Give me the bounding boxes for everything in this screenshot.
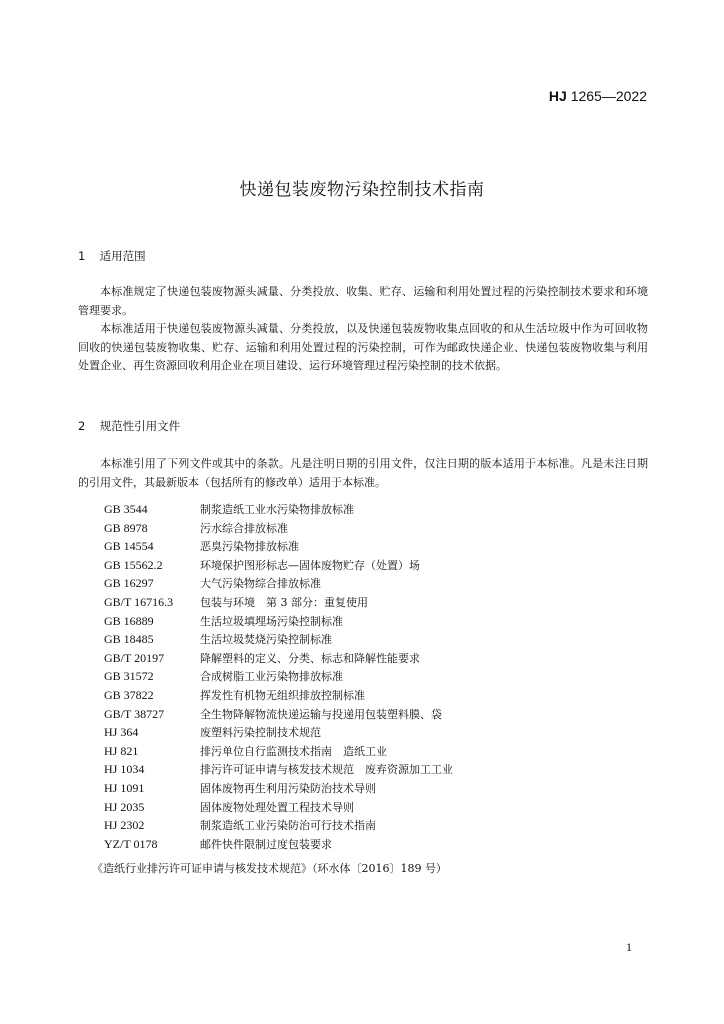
section-1-heading [78, 248, 146, 264]
reference-code: GB 31572 [104, 669, 154, 684]
list-item [104, 798, 453, 817]
reference-code: GB 16297 [104, 576, 154, 591]
reference-code: YZ/T 0178 [104, 836, 158, 851]
list-item [104, 593, 453, 612]
reference-code: GB 14554 [104, 539, 154, 554]
list-item [104, 723, 453, 742]
reference-title: 生活垃圾填埋场污染控制标准 [200, 614, 343, 628]
list-item [104, 667, 453, 686]
list-item [104, 742, 453, 761]
section-number: 2 [78, 419, 86, 433]
reference-title: 污水综合排放标准 [200, 521, 288, 535]
list-item [104, 779, 453, 798]
section-1-paragraph-1: 本标准规定了快递包装废物源头减量、分类投放、收集、贮存、运输和利用处置过程的污染控制技术要求和环境管理要求。 [78, 285, 648, 317]
list-item [104, 835, 453, 854]
section-1-paragraph-2: 本标准适用于快递包装废物源头减量、分类投放，以及快递包装废物收集点回收的和从生活垃圾中作为可回收物回收的快递包装废物收集、贮存、运输和利用处置过程的污染控制，可作为邮政快递企业、快递包装废物收集与利用处置企业、再生资源回收利用企业在项目建设、运行环境管理过程污染控制的技术依据。 [78, 322, 648, 372]
reference-code: GB 16889 [104, 613, 154, 628]
list-item [104, 686, 453, 705]
list-item [104, 574, 453, 593]
reference-title: 合成树脂工业污染物排放标准 [200, 670, 343, 684]
list-item [104, 630, 453, 649]
section-2-heading [78, 418, 180, 434]
reference-title: 降解塑料的定义、分类、标志和降解性能要求 [200, 651, 420, 665]
page-number: 1 [626, 940, 632, 954]
reference-code: HJ 364 [104, 725, 139, 740]
reference-title: 固体废物处理处置工程技术导则 [200, 800, 354, 814]
section-number: 1 [78, 249, 86, 263]
section-title: 规范性引用文件 [99, 419, 181, 433]
standard-number: 1265—2022 [570, 88, 647, 104]
standard-code [549, 88, 647, 104]
standard-prefix: HJ [548, 88, 567, 104]
list-item [104, 612, 453, 631]
reference-code: GB/T 20197 [104, 650, 165, 665]
list-item [104, 760, 453, 779]
section-2-paragraph-1: 本标准引用了下列文件或其中的条款。凡是注明日期的引用文件，仅注日期的版本适用于本标准。凡是未注日期的引用文件，其最新版本（包括所有的修改单）适用于本标准。 [78, 457, 648, 489]
reference-title: 邮件快件限制过度包装要求 [200, 837, 332, 851]
reference-title: 排污许可证申请与核发技术规范 废弃资源加工工业 [200, 763, 453, 777]
reference-list [104, 500, 453, 853]
reference-code: GB/T 38727 [104, 706, 165, 721]
reference-title: 废塑料污染控制技术规范 [200, 726, 321, 740]
reference-code: GB 37822 [104, 687, 154, 702]
reference-code: GB 18485 [104, 632, 154, 647]
reference-title: 制浆造纸工业水污染物排放标准 [200, 503, 354, 516]
list-item [104, 705, 453, 724]
reference-code: GB 3544 [104, 502, 148, 516]
reference-code: GB 8978 [104, 520, 148, 535]
reference-title: 制浆造纸工业污染防治可行技术指南 [200, 819, 376, 833]
reference-title: 排污单位自行监测技术指南 造纸工业 [200, 744, 387, 758]
section-title: 适用范围 [99, 249, 146, 263]
reference-code: GB/T 16716.3 [104, 594, 174, 609]
reference-title: 大气污染物综合排放标准 [200, 577, 321, 591]
reference-title: 固体废物再生利用污染防治技术导则 [200, 781, 376, 795]
list-item [104, 649, 453, 668]
reference-title: 生活垃圾焚烧污染控制标准 [200, 633, 332, 647]
reference-title: 包装与环境 第 3 部分：重复使用 [200, 595, 368, 609]
extra-reference: 《造纸行业排污许可证申请与核发技术规范》（环水体〔2016〕189 号） [92, 862, 447, 875]
reference-code: HJ 2035 [104, 799, 145, 814]
list-item [104, 816, 453, 835]
reference-title: 全生物降解物流快递运输与投递用包装塑料膜、袋 [200, 707, 442, 721]
reference-title: 环境保护图形标志—固体废物贮存（处置）场 [200, 558, 420, 572]
reference-title: 恶臭污染物排放标准 [200, 540, 299, 554]
reference-code: HJ 1034 [104, 762, 145, 777]
reference-title: 挥发性有机物无组织排放控制标准 [200, 688, 365, 702]
list-item [104, 537, 453, 556]
reference-code: HJ 1091 [104, 780, 145, 795]
reference-code: HJ 821 [104, 743, 139, 758]
reference-code: GB 15562.2 [104, 557, 163, 572]
list-item [104, 519, 453, 538]
list-item [104, 500, 453, 519]
document-title: 快递包装废物污染控制技术指南 [239, 180, 485, 200]
list-item [104, 556, 453, 575]
reference-code: HJ 2302 [104, 818, 145, 833]
